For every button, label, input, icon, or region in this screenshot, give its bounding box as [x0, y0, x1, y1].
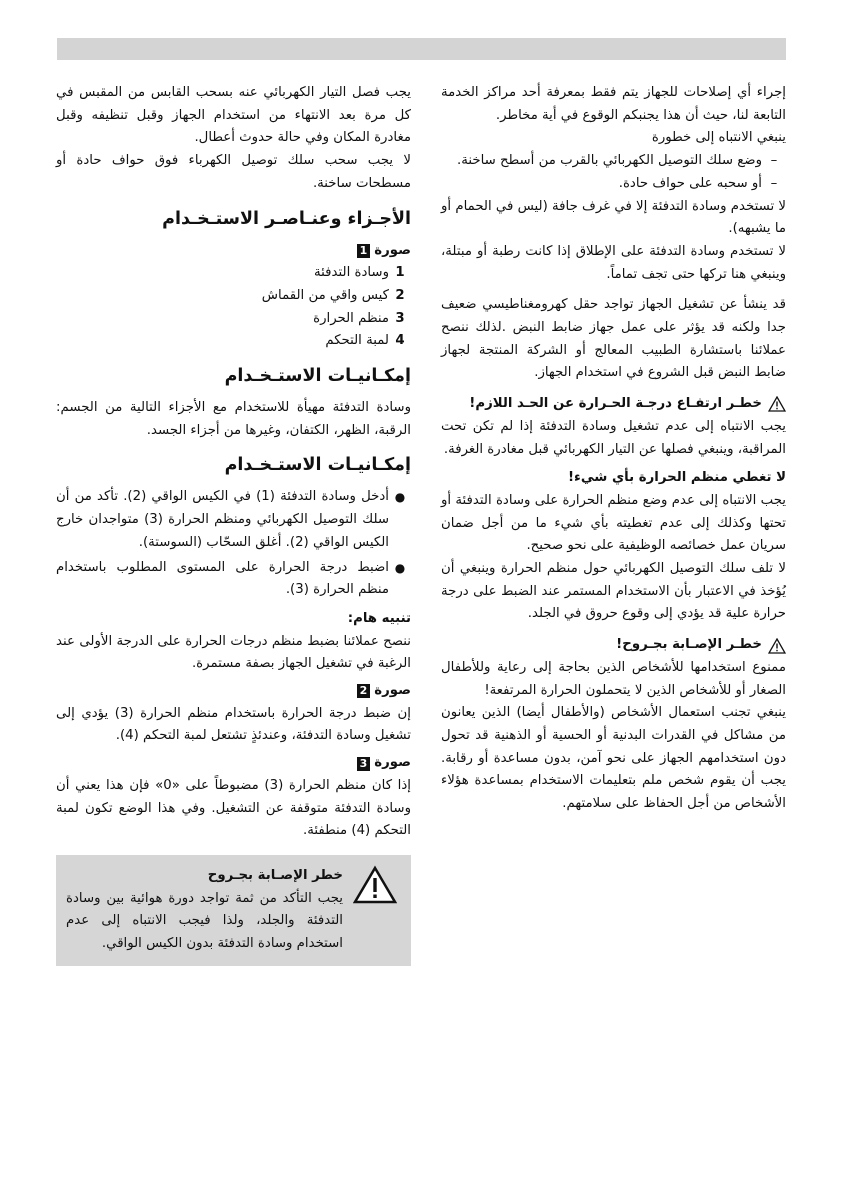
dash-marker: –	[770, 175, 778, 191]
nopull-paragraph: لا يجب سحب سلك توصيل الكهرباء فوق حواف حادة أو مسطحات ساخنة.	[56, 153, 411, 191]
figure-3-text: إذا كان منظم الحرارة (3) مضبوطاً على «0» فإن هذا يعني أن وسادة التدفئة متوقفة عن التشغيل. وفي هذا الوضع تكون لمبة التحكم (4) منطفئة.	[56, 777, 411, 839]
overheat-text: يجب الانتباه إلى عدم تشغيل وسادة التدفئة إذا لم تكن تحت المراقبة، وينبغي فصلها عن التيار الكهربائي قبل مغادرة الغرفة.	[441, 418, 786, 457]
bullet-marker: ●	[394, 490, 406, 505]
parts-heading: الأجـزاء وعنـاصـر الاستـخـدام	[162, 208, 411, 229]
parts-list-item: 2 كيس واقي من القماش	[261, 287, 405, 303]
dash-item: – أو سحبه على حواف حادة.	[441, 173, 786, 196]
warning-triangle-icon	[353, 865, 397, 905]
dry-rooms-warning: لا تستخدم وسادة التدفئة إلا في غرف جافة (ليس في الحمام أو ما يشبهه).	[441, 198, 786, 237]
nocover-text: يجب الانتباه إلى عدم وضع منظم الحرارة على وسادة التدفئة أو تحتها وكذلك إلى عدم تغطيته بأي شيء ما من أجل ضمان سريان عمل خصائصه الوظيفية على نحو صحيح.	[441, 492, 786, 554]
caution-intro: ينبغي الانتباه إلى خطورة	[651, 130, 786, 146]
right-column	[441, 82, 786, 816]
warning-box-text: يجب التأكد من ثمة تواجد دورة هوائية بين وسادة التدفئة والجلد، ولذا فيجب الانتباه إلى عدم استخدام وسادة التدفئة بدون الكيس الواقي.	[66, 890, 343, 952]
bullet-item: ● اضبط درجة الحرارة على المستوى المطلوب باستخدام منظم الحرارة (3).	[56, 557, 411, 602]
disabled-warning: ينبغي تجنب استعمال الأشخاص (والأطفال أيضا) الذين يعانون من مشاكل في القدرات البدنية أو الحسية أو الذهنية قد تحول دون استخدامهم الجهاز على نحو آمن، بدون مساعدة أو رقابة. يجب أن يقوم شخص ملم بتعليمات الاستخدام بمساعدة هؤلاء الأشخاص من أجل الحفاظ على سلامتهم.	[441, 705, 786, 812]
injury-warning-box	[56, 855, 411, 966]
uses-heading-2: إمكـانيـات الاستـخـدام	[224, 455, 411, 476]
wet-warning: لا تستخدم وسادة التدفئة على الإطلاق إذا كانت رطبة أو مبتلة، وينبغي هنا تركها حتى تجف تماماً.	[441, 243, 786, 282]
repairs-paragraph: إجراء أي إصلاحات للجهاز يتم فقط بمعرفة أحد مراكز الخدمة التابعة لنا، حيث أن هذا يجنبكم الوقوع في أية مخاطر.	[441, 85, 786, 123]
uses-text: وسادة التدفئة مهيأة للاستخدام مع الأجزاء التالية من الجسم: الرقبة، الظهر، الكتفان، وغيرها من أجزاء الجسد.	[56, 400, 411, 438]
figure-2-text: إن ضبط درجة الحرارة باستخدام منظم الحرارة (3) يؤدي إلى تشغيل وسادة التدفئة، وعندئذٍ تشتعل لمبة التحكم (4).	[56, 705, 411, 744]
unplug-paragraph: يجب فصل التيار الكهربائي عنه بسحب القابس من المقبس في كل مرة بعد الانتهاء من استخدام الجهاز وقبل تنظيفه وقبل مغادرة المكان وفي حالة حدوث أعطال.	[56, 85, 411, 146]
parts-list-item: 1 وسادة التدفئة	[314, 265, 405, 281]
note-text: ننصح عملائنا بضبط منظم درجات الحرارة على الدرجة الأولى عند الرغبة في تشغيل الجهاز بصفة مستمرة.	[56, 633, 411, 672]
figure-1-label: صورة 1	[56, 240, 411, 263]
uses-heading: إمكـانيـات الاستـخـدام	[224, 366, 411, 387]
bullet-item: ● أدخل وسادة التدفئة (1) في الكيس الواقي (2). تأكد من أن سلك التوصيل الكهربائي ومنظم الحرارة (3) متواجدان خارج الكيس الواقي (2). أغلق السحّاب (السوستة).	[56, 486, 411, 554]
note-heading: تنبيه هام:	[347, 610, 411, 626]
figure-number-box: 1	[357, 244, 371, 258]
left-column	[56, 82, 411, 966]
dash-marker: –	[770, 153, 778, 169]
cord-text: لا تلف سلك التوصيل الكهربائي حول منظم الحرارة وينبغي أن يُؤخذ في الاعتبار بأن الاستخدام المستمر عند الضبط على درجة حرارة علية قد يؤدي إلى وقوع حروق في الجلد.	[441, 561, 786, 622]
parts-list-item: 3 منظم الحرارة	[313, 310, 405, 326]
nocover-heading: لا تغطي منظم الحرارة بأي شيء!	[567, 470, 786, 486]
figure-3-label: صورة 3	[56, 752, 411, 775]
header-bar	[57, 38, 786, 60]
injury-heading: خطـر الإصـابة بجـروح!	[441, 634, 786, 657]
figure-number-box: 3	[357, 757, 371, 771]
overheat-heading: خطـر ارتفـاع درجـة الحـرارة عن الحـد اللازم!	[441, 393, 786, 416]
figure-2-label: صورة 2	[56, 680, 411, 703]
dash-item: – وضع سلك التوصيل الكهربائي بالقرب من أسطح ساخنة.	[441, 150, 786, 173]
warning-box-title: خطر الإصـابة بجـروح	[207, 867, 343, 883]
children-warning: ممنوع استخدامها للأشخاص الذين بحاجة إلى رعاية وللأطفال الصغار أو للأشخاص الذين لا يتحملون الحرارة المرتفعة!	[441, 659, 786, 698]
parts-list-item: 4 لمبة التحكم	[325, 333, 405, 349]
bullet-marker: ●	[394, 560, 406, 575]
warning-triangle-icon	[768, 638, 786, 654]
pacemaker-paragraph: قد ينشأ عن تشغيل الجهاز تواجد حقل كهرومغناطيسي ضعيف جدا ولكنه قد يؤثر على عمل جهاز ضابط النبض .لذلك ننصح عملائنا باستشارة الطبيب المعالج أو الشركة المنتجة لجهاز ضابط النبض قبل الشروع في استخدام الجهاز.	[441, 297, 786, 381]
warning-triangle-icon	[768, 396, 786, 412]
figure-number-box: 2	[357, 684, 371, 698]
